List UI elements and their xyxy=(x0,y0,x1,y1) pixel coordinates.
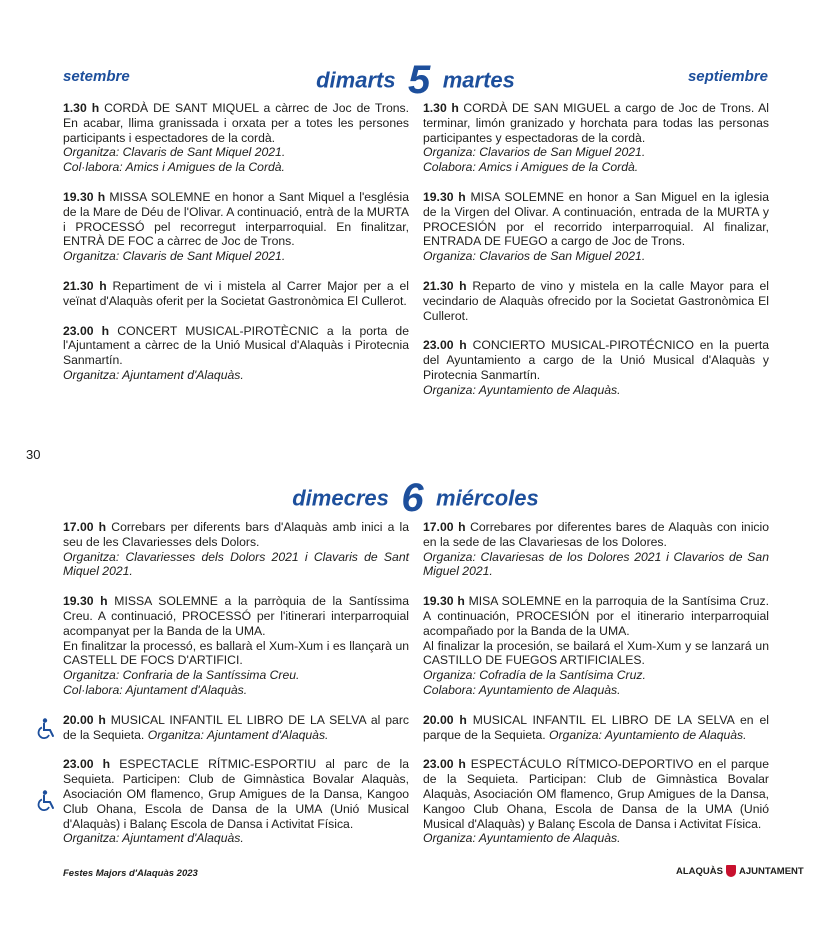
event-text: MISA SOLEMNE en honor a San Miguel en la iglesia de la Virgen del Olivar. A continuación, entrada de la MURTA y PROCESIÓN por el recorrido interparroquial. Al finalizar, ENTRADA DE FUEGO a cargo de Joc de Trons. xyxy=(423,189,769,249)
event-entry xyxy=(423,101,769,175)
event-organizer: Organiza: Cofradía de la Santísima Cruz. xyxy=(423,668,646,683)
event-time: 20.00 h xyxy=(63,712,106,727)
event-time: 1.30 h xyxy=(63,101,100,115)
event-entry xyxy=(423,757,769,846)
bottom-right-column xyxy=(423,520,769,861)
event-text: Reparto de vino y mistela en la calle Mayor para el vecindario de Alaquàs ofrecido por la Societat Gastronòmica El Cullerot. xyxy=(423,278,769,323)
event-description xyxy=(423,101,769,145)
event-description xyxy=(423,520,769,550)
event-time: 23.00 h xyxy=(63,323,110,338)
event-entry xyxy=(423,338,769,397)
event-entry xyxy=(63,279,409,309)
event-description xyxy=(63,594,409,638)
month-es: septiembre xyxy=(687,68,768,85)
event-text: CORDÀ DE SAN MIGUEL a cargo de Joc de Trons. Al terminar, limón granizado y horchata para todas las personas participantes y espectadoras de la cordà. xyxy=(423,101,769,145)
event-text: Correbars per diferents bars d'Alaquàs amb inici a la seu de les Clavariesses dels Dolors. xyxy=(63,520,409,549)
day-heading-5 xyxy=(0,58,831,103)
event-entry xyxy=(63,757,409,846)
event-description xyxy=(423,190,769,249)
event-text: MISSA SOLEMNE a la parròquia de la Santíssima Creu. A continuació, PROCESSÓ per l'itinerari interparroquial acompanyat per la Banda de la UMA. xyxy=(63,594,409,638)
event-entry xyxy=(423,713,769,743)
event-organizer: Organitza: Confraria de la Santíssima Creu. xyxy=(63,668,300,683)
top-right-column xyxy=(423,101,769,413)
day-name-ca: dimecres xyxy=(292,485,389,511)
event-text: CORDÀ DE SANT MIQUEL a càrrec de Joc de Trons. En acabar, llima granissada i orxata per a totes les persones participants i espectadores de la cordà. xyxy=(63,101,409,145)
day-number: 6 xyxy=(401,476,424,520)
wheelchair-accessibility-icon xyxy=(36,790,56,812)
event-description xyxy=(63,101,409,145)
event-organizer: Organiza: Ayuntamiento de Alaquàs. xyxy=(545,727,747,742)
event-organizer: Organiza: Ayuntamiento de Alaquàs. xyxy=(423,382,621,397)
event-time: 19.30 h xyxy=(423,594,465,609)
event-organizer: Organiza: Clavarios de San Miguel 2021. xyxy=(423,249,646,264)
event-time: 23.00 h xyxy=(423,757,466,772)
event-text: Correbares por diferentes bares de Alaquàs con inicio en la sede de las Clavariesas de los Dolores. xyxy=(423,520,769,549)
event-organizer: Organitza: Clavariesses dels Dolors 2021 i Clavaris de Sant Miquel 2021. xyxy=(63,549,409,579)
event-description xyxy=(423,594,769,638)
event-time: 17.00 h xyxy=(423,520,466,534)
event-organizer: Organiza: Ayuntamiento de Alaquàs. xyxy=(423,831,621,846)
ajuntament-logo xyxy=(676,865,804,877)
event-time: 21.30 h xyxy=(63,278,107,293)
event-time: 21.30 h xyxy=(423,278,467,293)
event-description xyxy=(63,279,409,309)
day-name-es: martes xyxy=(442,67,515,93)
event-text: ESPECTÁCULO RÍTMICO-DEPORTIVO en el parque de la Sequieta. Participan: Club de Gimnàstica Bovalar Alaquàs, Asociación OM flamenco, Grup Amigues de la Dansa, Kangoo Club Ohana, Escola de Dansa de la UMA (Unió Musical d'Alaquàs) y Balanç Escola de Dansa i Activitat Física. xyxy=(423,757,769,831)
event-text: CONCERT MUSICAL-PIROTÈCNIC a la porta de l'Ajuntament a càrrec de la Unió Musical d'Alaquàs i Pirotecnia Sanmartín. xyxy=(63,323,409,368)
event-entry xyxy=(423,594,769,698)
footer-title: Festes Majors d'Alaquàs 2023 xyxy=(63,868,198,879)
event-organizer: Organitza: Clavaris de Sant Miquel 2021. xyxy=(63,145,286,160)
event-text: MUSICAL INFANTIL EL LIBRO DE LA SELVA al parc de la Sequieta. xyxy=(63,712,409,742)
event-extra: En finalitzar la processó, es ballarà el Xum-Xum i es llançarà un CASTELL DE FOCS D'ARTIFICI. xyxy=(63,638,409,668)
event-time: 1.30 h xyxy=(423,101,459,115)
event-description xyxy=(63,190,409,249)
event-time: 23.00 h xyxy=(63,757,111,772)
event-description xyxy=(63,520,409,550)
month-ca: setembre xyxy=(63,68,130,85)
event-text: MISA SOLEMNE en la parroquia de la Santísima Cruz. A continuación, PROCESIÓN por el itinerario interparroquial acompañado por la Banda de la UMA. xyxy=(423,594,769,638)
event-text: Repartiment de vi i mistela al Carrer Major per a el veïnat d'Alaquàs oferit per la Societat Gastronòmica El Cullerot. xyxy=(63,278,409,308)
event-text: CONCIERTO MUSICAL-PIROTÉCNICO en la puerta del Ayuntamiento a cargo de la Unió Musical d'Alaquàs y Pirotecnia Sanmartín. xyxy=(423,338,769,382)
event-entry xyxy=(63,594,409,698)
day-heading-6 xyxy=(0,476,831,521)
event-entry xyxy=(63,101,409,175)
event-description xyxy=(63,713,409,743)
day-name-es: miércoles xyxy=(436,485,539,511)
event-time: 23.00 h xyxy=(423,338,467,353)
event-description xyxy=(423,279,769,323)
wheelchair-accessibility-icon xyxy=(36,718,56,740)
event-text: MISSA SOLEMNE en honor a Sant Miquel a l'església de la Mare de Déu de l'Olivar. A continuació, entrà de la MURTA i PROCESSÓ pel recorregut interparroquial. En finalitzar, ENTRÀ DE FOC a càrrec de Joc de Trons. xyxy=(63,189,409,249)
event-organizer: Organiza: Clavariesas de los Dolores 2021 i Clavarios de San Miguel 2021. xyxy=(423,549,769,579)
day-number: 5 xyxy=(408,58,431,102)
event-time: 17.00 h xyxy=(63,520,107,534)
event-entry xyxy=(63,520,409,579)
event-time: 20.00 h xyxy=(423,712,467,727)
bottom-left-column xyxy=(63,520,409,861)
event-text: ESPECTACLE RÍTMIC-ESPORTIU al parc de la Sequieta. Participen: Club de Gimnàstica Bovalar Alaquàs, Asociación OM flamenco, Grup Amigues de la Dansa, Kangoo Club Ohana, Escola de Dansa de la UMA (Unió Musical d'Alaquàs) i Balanç Escola de Dansa i Activitat Física. xyxy=(63,757,409,831)
event-organizer: Organitza: Ajuntament d'Alaquàs. xyxy=(63,367,244,382)
event-text: MUSICAL INFANTIL EL LIBRO DE LA SELVA en el parque de la Sequieta. xyxy=(423,712,769,742)
event-time: 19.30 h xyxy=(423,189,466,204)
event-description xyxy=(423,757,769,831)
event-entry xyxy=(423,520,769,579)
event-organizer: Organitza: Ajuntament d'Alaquàs. xyxy=(63,831,244,846)
day-name-ca: dimarts xyxy=(316,67,396,93)
coat-of-arms-icon xyxy=(726,865,736,877)
event-description xyxy=(63,757,409,831)
event-entry xyxy=(423,190,769,264)
event-entry xyxy=(423,279,769,323)
event-entry xyxy=(63,190,409,264)
event-entry xyxy=(63,324,409,383)
event-entry xyxy=(63,713,409,743)
event-organizer: Organiza: Clavarios de San Miguel 2021. xyxy=(423,145,646,160)
event-organizer: Col·labora: Amics i Amigues de la Cordà. xyxy=(63,160,285,175)
event-organizer: Organitza: Ajuntament d'Alaquàs. xyxy=(144,727,329,742)
logo-text-ajuntament: AJUNTAMENT xyxy=(738,865,804,877)
page-number: 30 xyxy=(26,447,41,462)
event-time: 19.30 h xyxy=(63,594,108,609)
event-description xyxy=(423,713,769,743)
event-organizer: Colabora: Ayuntamiento de Alaquàs. xyxy=(423,682,621,697)
event-time: 19.30 h xyxy=(63,189,106,204)
top-left-column xyxy=(63,101,409,398)
event-description xyxy=(63,324,409,368)
logo-text-alaquas: ALAQUÀS xyxy=(676,865,723,877)
event-description xyxy=(423,338,769,382)
event-organizer: Organitza: Clavaris de Sant Miquel 2021. xyxy=(63,249,286,264)
event-extra: Al finalizar la procesión, se bailará el Xum-Xum y se lanzará un CASTILLO DE FUEGOS ARTIFICIALES. xyxy=(423,638,769,668)
event-organizer: Col·labora: Ajuntament d'Alaquàs. xyxy=(63,682,248,697)
event-organizer: Colabora: Amics i Amigues de la Cordà. xyxy=(423,160,639,175)
